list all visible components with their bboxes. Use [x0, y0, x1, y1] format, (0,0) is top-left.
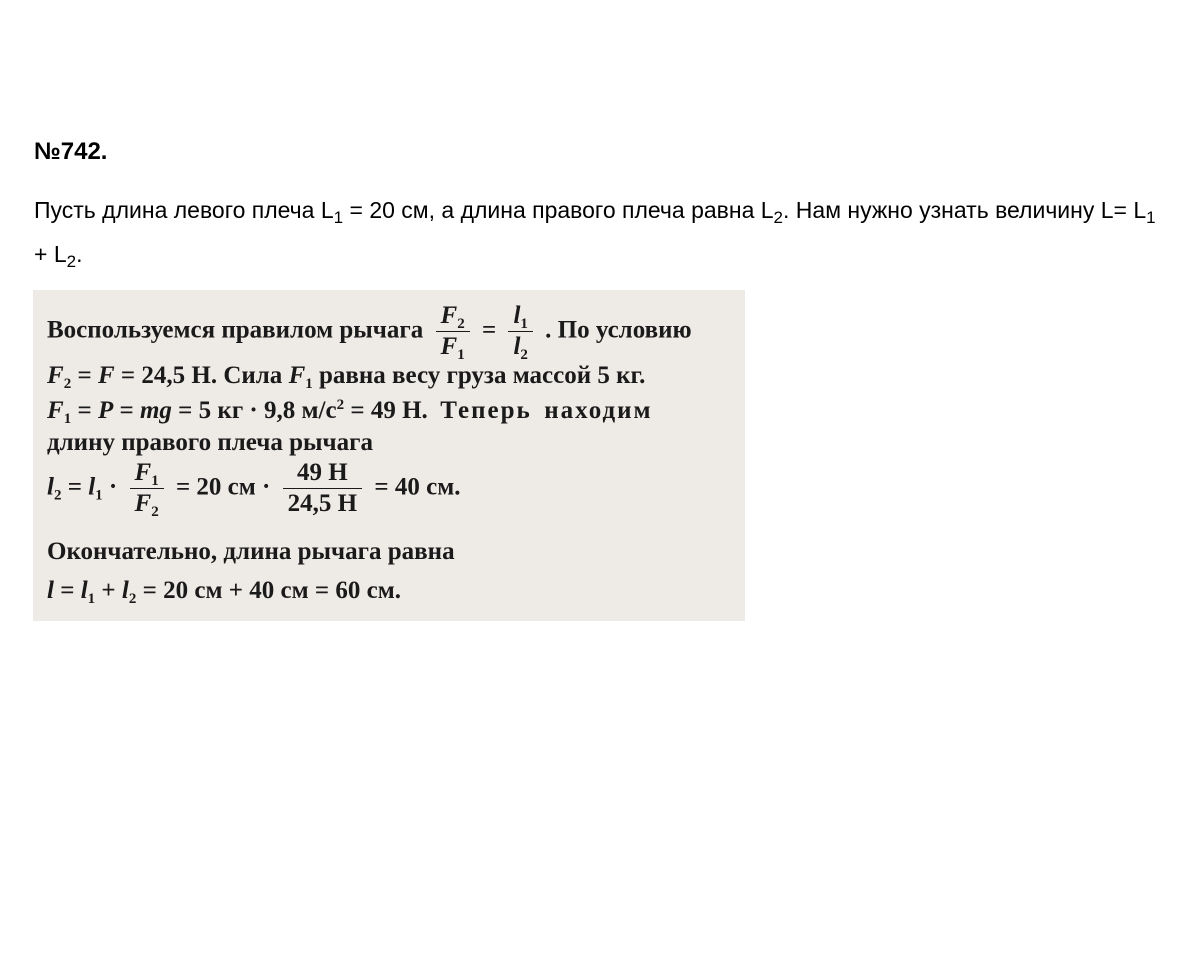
- equals-sign: =: [481, 316, 497, 344]
- symbol: F: [134, 490, 152, 518]
- intro-text: . Нам нужно узнать величину L= L: [783, 197, 1147, 223]
- text: Воспользуемся правилом рычага: [47, 316, 424, 344]
- fraction-forces: [130, 459, 164, 521]
- subscript: 1: [520, 316, 528, 332]
- solution-line-5: [47, 459, 461, 521]
- text: +: [95, 577, 122, 604]
- subscript: 2: [151, 504, 159, 521]
- text: ·: [102, 473, 118, 501]
- text: =: [71, 397, 98, 424]
- text: находим: [544, 397, 653, 424]
- text: = 49 Н.: [344, 397, 428, 424]
- symbol: F: [97, 362, 115, 389]
- symbol: F: [288, 362, 306, 389]
- superscript: 2: [336, 397, 345, 413]
- solution-line-2: [47, 362, 645, 390]
- subscript: 1: [151, 473, 159, 489]
- symbol: l: [513, 333, 521, 361]
- subscript: 1: [457, 347, 465, 364]
- subscript: 1: [1146, 208, 1156, 227]
- text: = 40 см.: [374, 473, 461, 501]
- intro-text: + L: [34, 241, 67, 267]
- solution-scan: [33, 290, 745, 621]
- intro-text: .: [76, 241, 83, 267]
- symbol: F: [440, 302, 458, 329]
- text: =: [113, 397, 140, 424]
- intro-text: = 20 см, а длина правого плеча равна L: [343, 197, 774, 223]
- solution-line-6: Окончательно, длина рычага равна: [47, 538, 455, 565]
- subscript: 1: [87, 591, 96, 607]
- text: . По условию: [545, 316, 692, 344]
- solution-line-3: [47, 397, 653, 425]
- symbol: l: [47, 473, 54, 501]
- subscript: 2: [773, 208, 784, 227]
- solution-line-7: [47, 577, 401, 605]
- problem-number: №742.: [34, 138, 108, 165]
- solution-line-4: длину правого плеча рычага: [47, 429, 373, 456]
- subscript: 2: [128, 591, 137, 607]
- subscript: 2: [53, 487, 62, 504]
- symbol: l: [80, 577, 88, 604]
- text: =: [53, 577, 81, 604]
- text: = 20 см + 40 см = 60 см.: [136, 577, 401, 604]
- text: =: [61, 473, 89, 501]
- fraction-values: [283, 460, 362, 518]
- symbol: F: [47, 397, 64, 424]
- symbol: l: [47, 577, 54, 604]
- symbol: P: [97, 397, 114, 424]
- fraction-forces: [436, 302, 470, 364]
- subscript: 1: [63, 411, 72, 427]
- subscript: 2: [66, 252, 77, 271]
- symbol: F: [47, 362, 64, 389]
- symbol: mg: [139, 397, 172, 424]
- intro-text: Пусть длина левого плеча L: [34, 197, 334, 223]
- subscript: 2: [457, 316, 465, 332]
- subscript: 2: [63, 376, 72, 392]
- solution-line-1: [47, 302, 692, 364]
- text: = 5 кг · 9,8 м/с: [171, 397, 337, 424]
- symbol: l: [88, 473, 96, 501]
- text: =: [71, 362, 98, 389]
- fraction-arms: [508, 302, 532, 364]
- intro-paragraph: [34, 188, 1164, 276]
- text: равна весу груза массой 5 кг.: [312, 362, 646, 389]
- text: Теперь: [440, 397, 532, 424]
- subscript: 1: [305, 376, 313, 392]
- symbol: l: [513, 302, 521, 329]
- subscript: 1: [95, 487, 103, 504]
- text: = 24,5 Н. Сила: [114, 362, 289, 389]
- symbol: l: [121, 577, 129, 604]
- symbol: F: [134, 459, 152, 486]
- denominator: 24,5 Н: [287, 490, 358, 518]
- subscript: 2: [520, 347, 528, 364]
- numerator: 49 Н: [283, 460, 362, 489]
- symbol: F: [440, 333, 458, 361]
- subscript: 1: [333, 208, 344, 227]
- text: = 20 см ·: [175, 473, 271, 501]
